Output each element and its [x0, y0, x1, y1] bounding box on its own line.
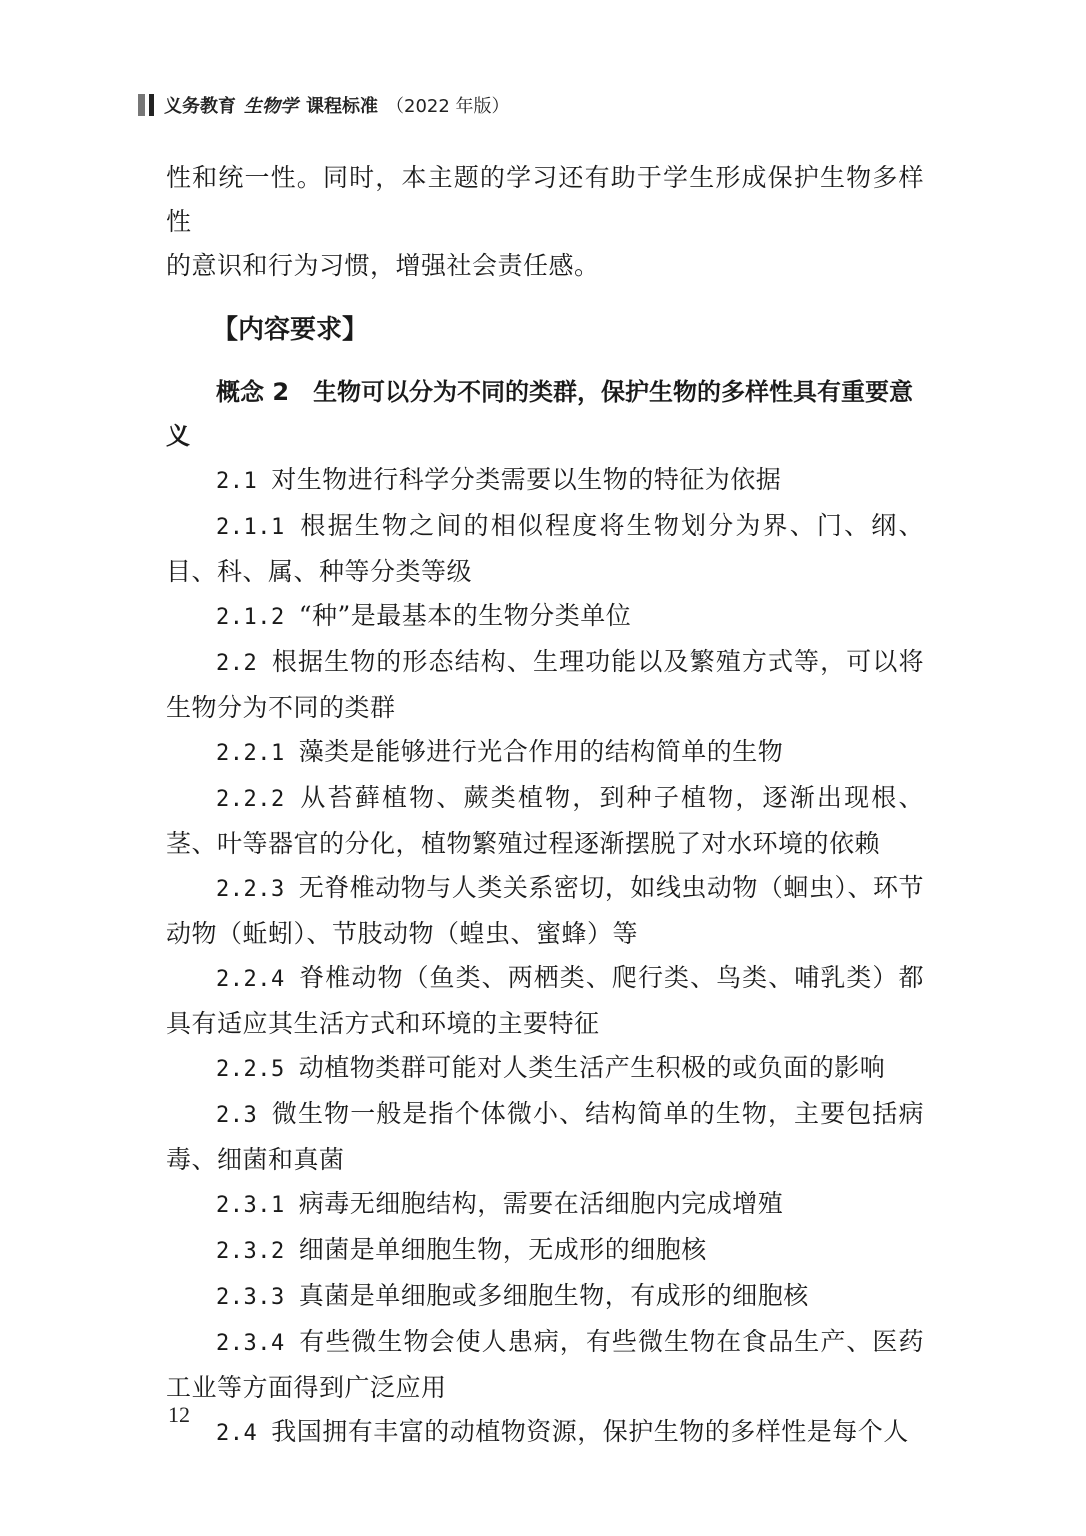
- item-text: 有些微生物会使人患病，有些微生物在食品生产、医药工业等方面得到广泛应用: [166, 1327, 924, 1402]
- item-number: 2.2.1: [216, 741, 285, 766]
- page-body: [166, 156, 924, 1456]
- list-item: [166, 640, 924, 730]
- item-number: 2.3.1: [216, 1193, 285, 1218]
- list-item: [166, 730, 924, 776]
- item-text: 无脊椎动物与人类关系密切，如线虫动物（蛔虫）、环节动物（蚯蚓）、节肢动物（蝗虫、蜜蜂）等: [166, 873, 924, 948]
- content-requirements-list: [166, 458, 924, 1456]
- item-number: 2.2: [216, 651, 258, 676]
- list-item: [166, 1046, 924, 1092]
- list-item: [166, 776, 924, 866]
- list-item: [166, 458, 924, 504]
- section-heading: 【内容要求】: [212, 315, 369, 345]
- list-item: [166, 1092, 924, 1182]
- item-text: 藻类是能够进行光合作用的结构简单的生物: [298, 737, 784, 766]
- item-text: 对生物进行科学分类需要以生物的特征为依据: [271, 465, 782, 494]
- item-number: 2.3.2: [216, 1239, 285, 1264]
- intro-line-2: 的意识和行为习惯，增强社会责任感。: [166, 251, 600, 280]
- item-number: 2.2.2: [216, 787, 285, 812]
- list-item: [166, 866, 924, 956]
- list-item: [166, 504, 924, 594]
- intro-paragraph: [166, 156, 924, 288]
- item-text: 从苔藓植物、蕨类植物，到种子植物，逐渐出现根、茎、叶等器官的分化，植物繁殖过程逐渐摆脱了对水环境的依赖: [166, 783, 924, 858]
- list-item: [166, 1274, 924, 1320]
- item-text: 细菌是单细胞生物，无成形的细胞核: [298, 1235, 707, 1264]
- header-title-part2: 课程标准: [306, 96, 378, 117]
- list-item: [166, 956, 924, 1046]
- header-bar-marks: [138, 94, 154, 116]
- item-number: 2.2.4: [216, 967, 285, 992]
- item-number: 2.4: [216, 1421, 258, 1446]
- item-text: 脊椎动物（鱼类、两栖类、爬行类、鸟类、哺乳类）都具有适应其生活方式和环境的主要特征: [166, 963, 924, 1038]
- item-number: 2.3: [216, 1103, 258, 1128]
- item-text: 病毒无细胞结构，需要在活细胞内完成增殖: [298, 1189, 784, 1218]
- page-number: 12: [168, 1402, 190, 1427]
- concept-heading: [166, 370, 924, 458]
- item-text: 根据生物之间的相似程度将生物划分为界、门、纲、目、科、属、种等分类等级: [166, 511, 924, 586]
- list-item: [166, 594, 924, 640]
- item-number: 2.1.1: [216, 515, 285, 540]
- item-text: 动植物类群可能对人类生活产生积极的或负面的影响: [298, 1053, 886, 1082]
- intro-line-1: 性和统一性。同时，本主题的学习还有助于学生形成保护生物多样性: [166, 163, 924, 236]
- header-mark-dark: [149, 94, 154, 116]
- header-edition: （2022 年版）: [386, 96, 510, 117]
- item-number: 2.2.3: [216, 877, 285, 902]
- item-text: 真菌是单细胞或多细胞生物，有成形的细胞核: [298, 1281, 809, 1310]
- list-item: [166, 1182, 924, 1228]
- list-item: [166, 1320, 924, 1410]
- header-mark-light: [138, 94, 145, 116]
- list-item: [166, 1228, 924, 1274]
- item-text: 根据生物的形态结构、生理功能以及繁殖方式等，可以将生物分为不同的类群: [166, 647, 924, 722]
- item-text: “种”是最基本的生物分类单位: [298, 601, 632, 630]
- header-title-part1: 义务教育: [164, 96, 236, 117]
- list-item: [166, 1410, 924, 1456]
- item-text: 微生物一般是指个体微小、结构简单的生物，主要包括病毒、细菌和真菌: [166, 1099, 924, 1174]
- running-header: [138, 88, 510, 122]
- item-number: 2.1: [216, 469, 258, 494]
- item-number: 2.3.4: [216, 1331, 285, 1356]
- header-title-subject: 生物学: [244, 96, 298, 117]
- item-text: 我国拥有丰富的动植物资源，保护生物的多样性是每个人: [271, 1417, 909, 1446]
- item-number: 2.3.3: [216, 1285, 285, 1310]
- concept-label: 概念 2: [216, 378, 290, 406]
- concept-text: 生物可以分为不同的类群，保护生物的多样性具有重要意义: [166, 378, 914, 450]
- item-number: 2.1.2: [216, 605, 285, 630]
- item-number: 2.2.5: [216, 1057, 285, 1082]
